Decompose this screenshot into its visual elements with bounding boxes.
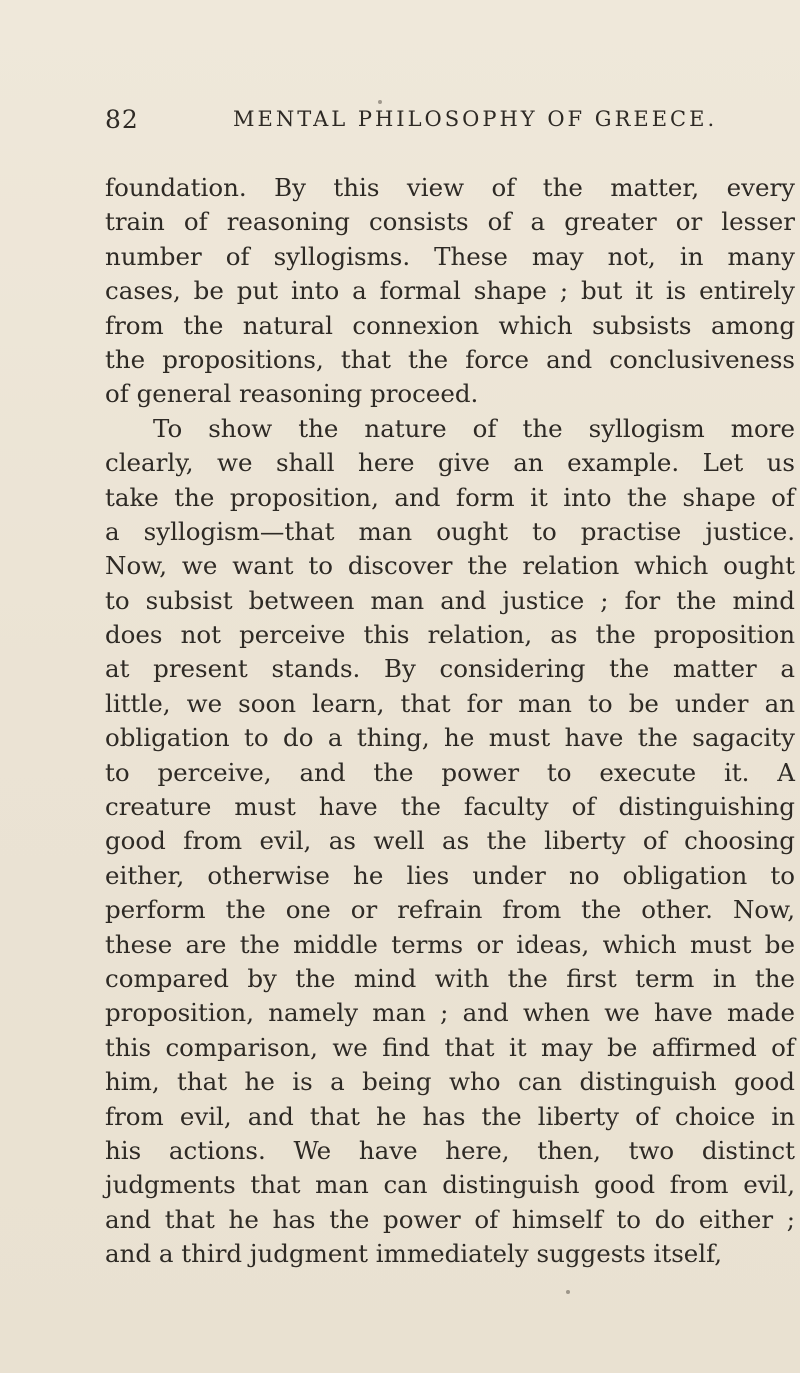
text-line: To show the nature of the syllogism more [153, 413, 795, 443]
text-line: the propositions, that the force and conclusiveness [105, 344, 795, 374]
text-line: proposition, namely man ; and when we have made [105, 998, 795, 1028]
running-head: MENTAL PHILOSOPHY OF GREECE. [233, 107, 718, 131]
text-line: and a third judgment immediately suggests itself, [105, 1239, 723, 1269]
page-header [105, 105, 745, 145]
text-line: number of syllogisms. These may not, in many [105, 241, 795, 271]
body-text [105, 171, 795, 1272]
text-line: at present stands. By considering the matter a [105, 654, 795, 684]
paper-speck [566, 1290, 570, 1294]
text-line: good from evil, as well as the liberty of choosing [105, 826, 795, 856]
text-line: this comparison, we find that it may be affirmed of [105, 1032, 795, 1062]
text-line: of general reasoning proceed. [105, 379, 479, 409]
paper-speck [378, 100, 382, 104]
text-line: and that he has the power of himself to do either ; [105, 1204, 795, 1234]
text-line: train of reasoning consists of a greater or lesser [105, 207, 795, 237]
text-line: his actions. We have here, then, two distinct [105, 1135, 795, 1165]
text-line: take the proposition, and form it into the shape of [105, 482, 795, 512]
text-line: from evil, and that he has the liberty of choice in [105, 1101, 795, 1131]
text-line: a syllogism—that man ought to practise justice. [105, 516, 795, 546]
text-line: obligation to do a thing, he must have the sagacity [105, 723, 795, 753]
text-line: does not perceive this relation, as the proposition [105, 620, 795, 650]
text-line: to perceive, and the power to execute it. A [105, 757, 795, 787]
text-line: creature must have the faculty of distinguishing [105, 792, 795, 822]
text-line: to subsist between man and justice ; for the mind [105, 585, 795, 615]
text-line: either, otherwise he lies under no obligation to [105, 860, 795, 890]
text-line: foundation. By this view of the matter, every [105, 173, 795, 202]
text-line: perform the one or refrain from the other. Now, [105, 895, 795, 925]
page-number: 82 [105, 105, 139, 134]
text-line: compared by the mind with the first term in the [105, 963, 795, 993]
text-line: from the natural connexion which subsists among [105, 310, 795, 340]
text-line: little, we soon learn, that for man to be under an [105, 688, 795, 718]
text-line: cases, be put into a formal shape ; but it is entirely [105, 276, 795, 306]
text-line: him, that he is a being who can distinguish good [105, 1067, 795, 1097]
text-line: Now, we want to discover the relation which ought [105, 551, 795, 581]
text-line: clearly, we shall here give an example. Let us [105, 448, 795, 478]
text-line: these are the middle terms or ideas, which must be [105, 929, 795, 959]
text-line: judgments that man can distinguish good from evil, [105, 1170, 795, 1200]
